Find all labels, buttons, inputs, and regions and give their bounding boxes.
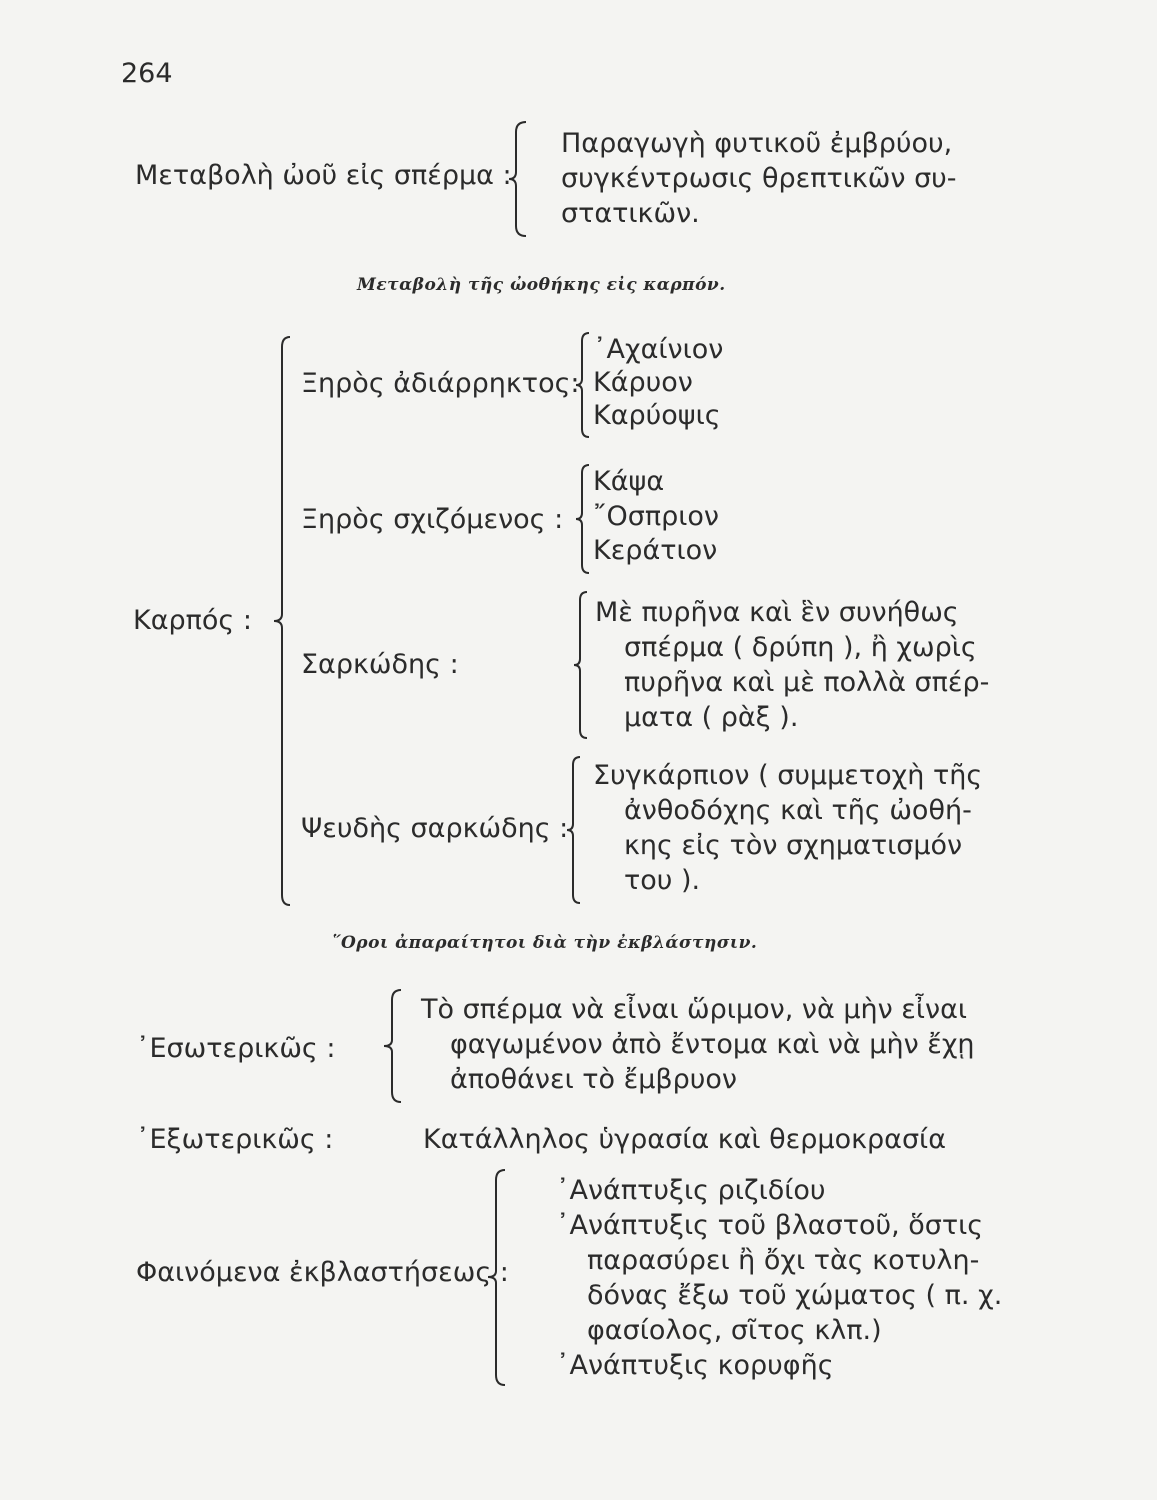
seed-line-2: συγκέντρωσις θρεπτικῶν συ-: [561, 163, 957, 194]
internal-line-1: Τὸ σπέρμα νὰ εἶναι ὥριμον, νὰ μὴν εἶναι: [421, 994, 968, 1025]
external-label: ᾿Εξωτερικῶς :: [136, 1124, 334, 1155]
internal-line-3: ἀποθάνει τὸ ἔμβρυον: [450, 1064, 738, 1095]
fruit-group-3-brace: [573, 592, 593, 738]
internal-brace: [383, 990, 409, 1102]
fruit-group-1-brace: [575, 333, 595, 437]
germination-section-title: ῞Οροι ἀπαραίτητοι διὰ τὴν ἐκβλάστησιν.: [332, 933, 758, 953]
fruit-group-2-item-1: Κάψα: [593, 466, 665, 497]
fruit-group-3-line-1: Μὲ πυρῆνα καὶ ἓν συνήθως: [595, 597, 959, 628]
fruit-group-4-line-3: κης εἰς τὸν σχηματισμόν: [624, 830, 963, 861]
seed-label: Μεταβολὴ ὠοῦ εἰς σπέρμα :: [135, 160, 512, 191]
fruit-group-1-label: Ξηρὸς ἀδιάρρηκτος:: [301, 368, 580, 399]
phenomena-line-1: ᾿Ανάπτυξις ριζιδίου: [556, 1175, 826, 1206]
fruit-group-1-item-1: ᾿Αχαίνιον: [593, 334, 724, 365]
phenomena-line-2: ᾿Ανάπτυξις τοῦ βλαστοῦ, ὅστις: [556, 1210, 984, 1241]
fruit-group-2-label: Ξηρὸς σχιζόμενος :: [301, 504, 564, 535]
phenomena-line-5: φασίολος, σῖτος κλπ.): [587, 1315, 882, 1346]
fruit-group-3-line-4: ματα ( ρὰξ ).: [624, 702, 799, 733]
internal-line-2: φαγωμένον ἀπὸ ἔντομα καὶ νὰ μὴν ἔχῃ: [450, 1029, 975, 1060]
seed-line-3: στατικῶν.: [561, 198, 700, 229]
page-number: 264: [121, 58, 173, 89]
fruit-main-brace: [272, 337, 302, 905]
fruit-group-1-item-2: Κάρυον: [593, 367, 693, 398]
fruit-group-4-line-4: του ).: [624, 865, 701, 896]
seed-line-1: Παραγωγὴ φυτικοῦ ἐμβρύου,: [561, 128, 953, 159]
fruit-group-3-line-3: πυρῆνα καὶ μὲ πολλὰ σπέρ-: [624, 667, 990, 698]
external-text: Κατάλληλος ὑγρασία καὶ θερμοκρασία: [423, 1124, 946, 1155]
fruit-group-3-label: Σαρκώδης :: [301, 649, 459, 680]
fruit-label: Καρπός :: [133, 605, 252, 636]
fruit-section-title: Μεταβολὴ τῆς ὠοθήκης εἰς καρπόν.: [357, 275, 726, 295]
fruit-group-2-item-2: ῎Οσπριον: [593, 501, 719, 532]
fruit-group-2-item-3: Κεράτιον: [593, 535, 718, 566]
fruit-group-4-brace: [566, 757, 586, 903]
phenomena-line-6: ᾿Ανάπτυξις κορυφῆς: [556, 1350, 834, 1381]
seed-brace: [508, 122, 538, 236]
fruit-group-4-line-1: Συγκάρπιον ( συμμετοχὴ τῆς: [593, 760, 983, 791]
fruit-group-4-label: Ψευδὴς σαρκώδης :: [301, 813, 569, 844]
fruit-group-3-line-2: σπέρμα ( δρύπη ), ἢ χωρὶς: [624, 632, 977, 663]
internal-label: ᾿Εσωτερικῶς :: [136, 1033, 336, 1064]
phenomena-line-3: παρασύρει ἢ ὄχι τὰς κοτυλη-: [587, 1245, 980, 1276]
fruit-group-2-brace: [575, 465, 595, 573]
fruit-group-4-line-2: ἀνθοδόχης καὶ τῆς ὠοθή-: [624, 795, 972, 826]
phenomena-line-4: δόνας ἔξω τοῦ χώματος ( π. χ.: [587, 1280, 1003, 1311]
phenomena-brace: [487, 1170, 513, 1385]
phenomena-label: Φαινόμενα ἐκβλαστήσεως :: [136, 1257, 509, 1288]
fruit-group-1-item-3: Καρύοψις: [593, 400, 721, 431]
